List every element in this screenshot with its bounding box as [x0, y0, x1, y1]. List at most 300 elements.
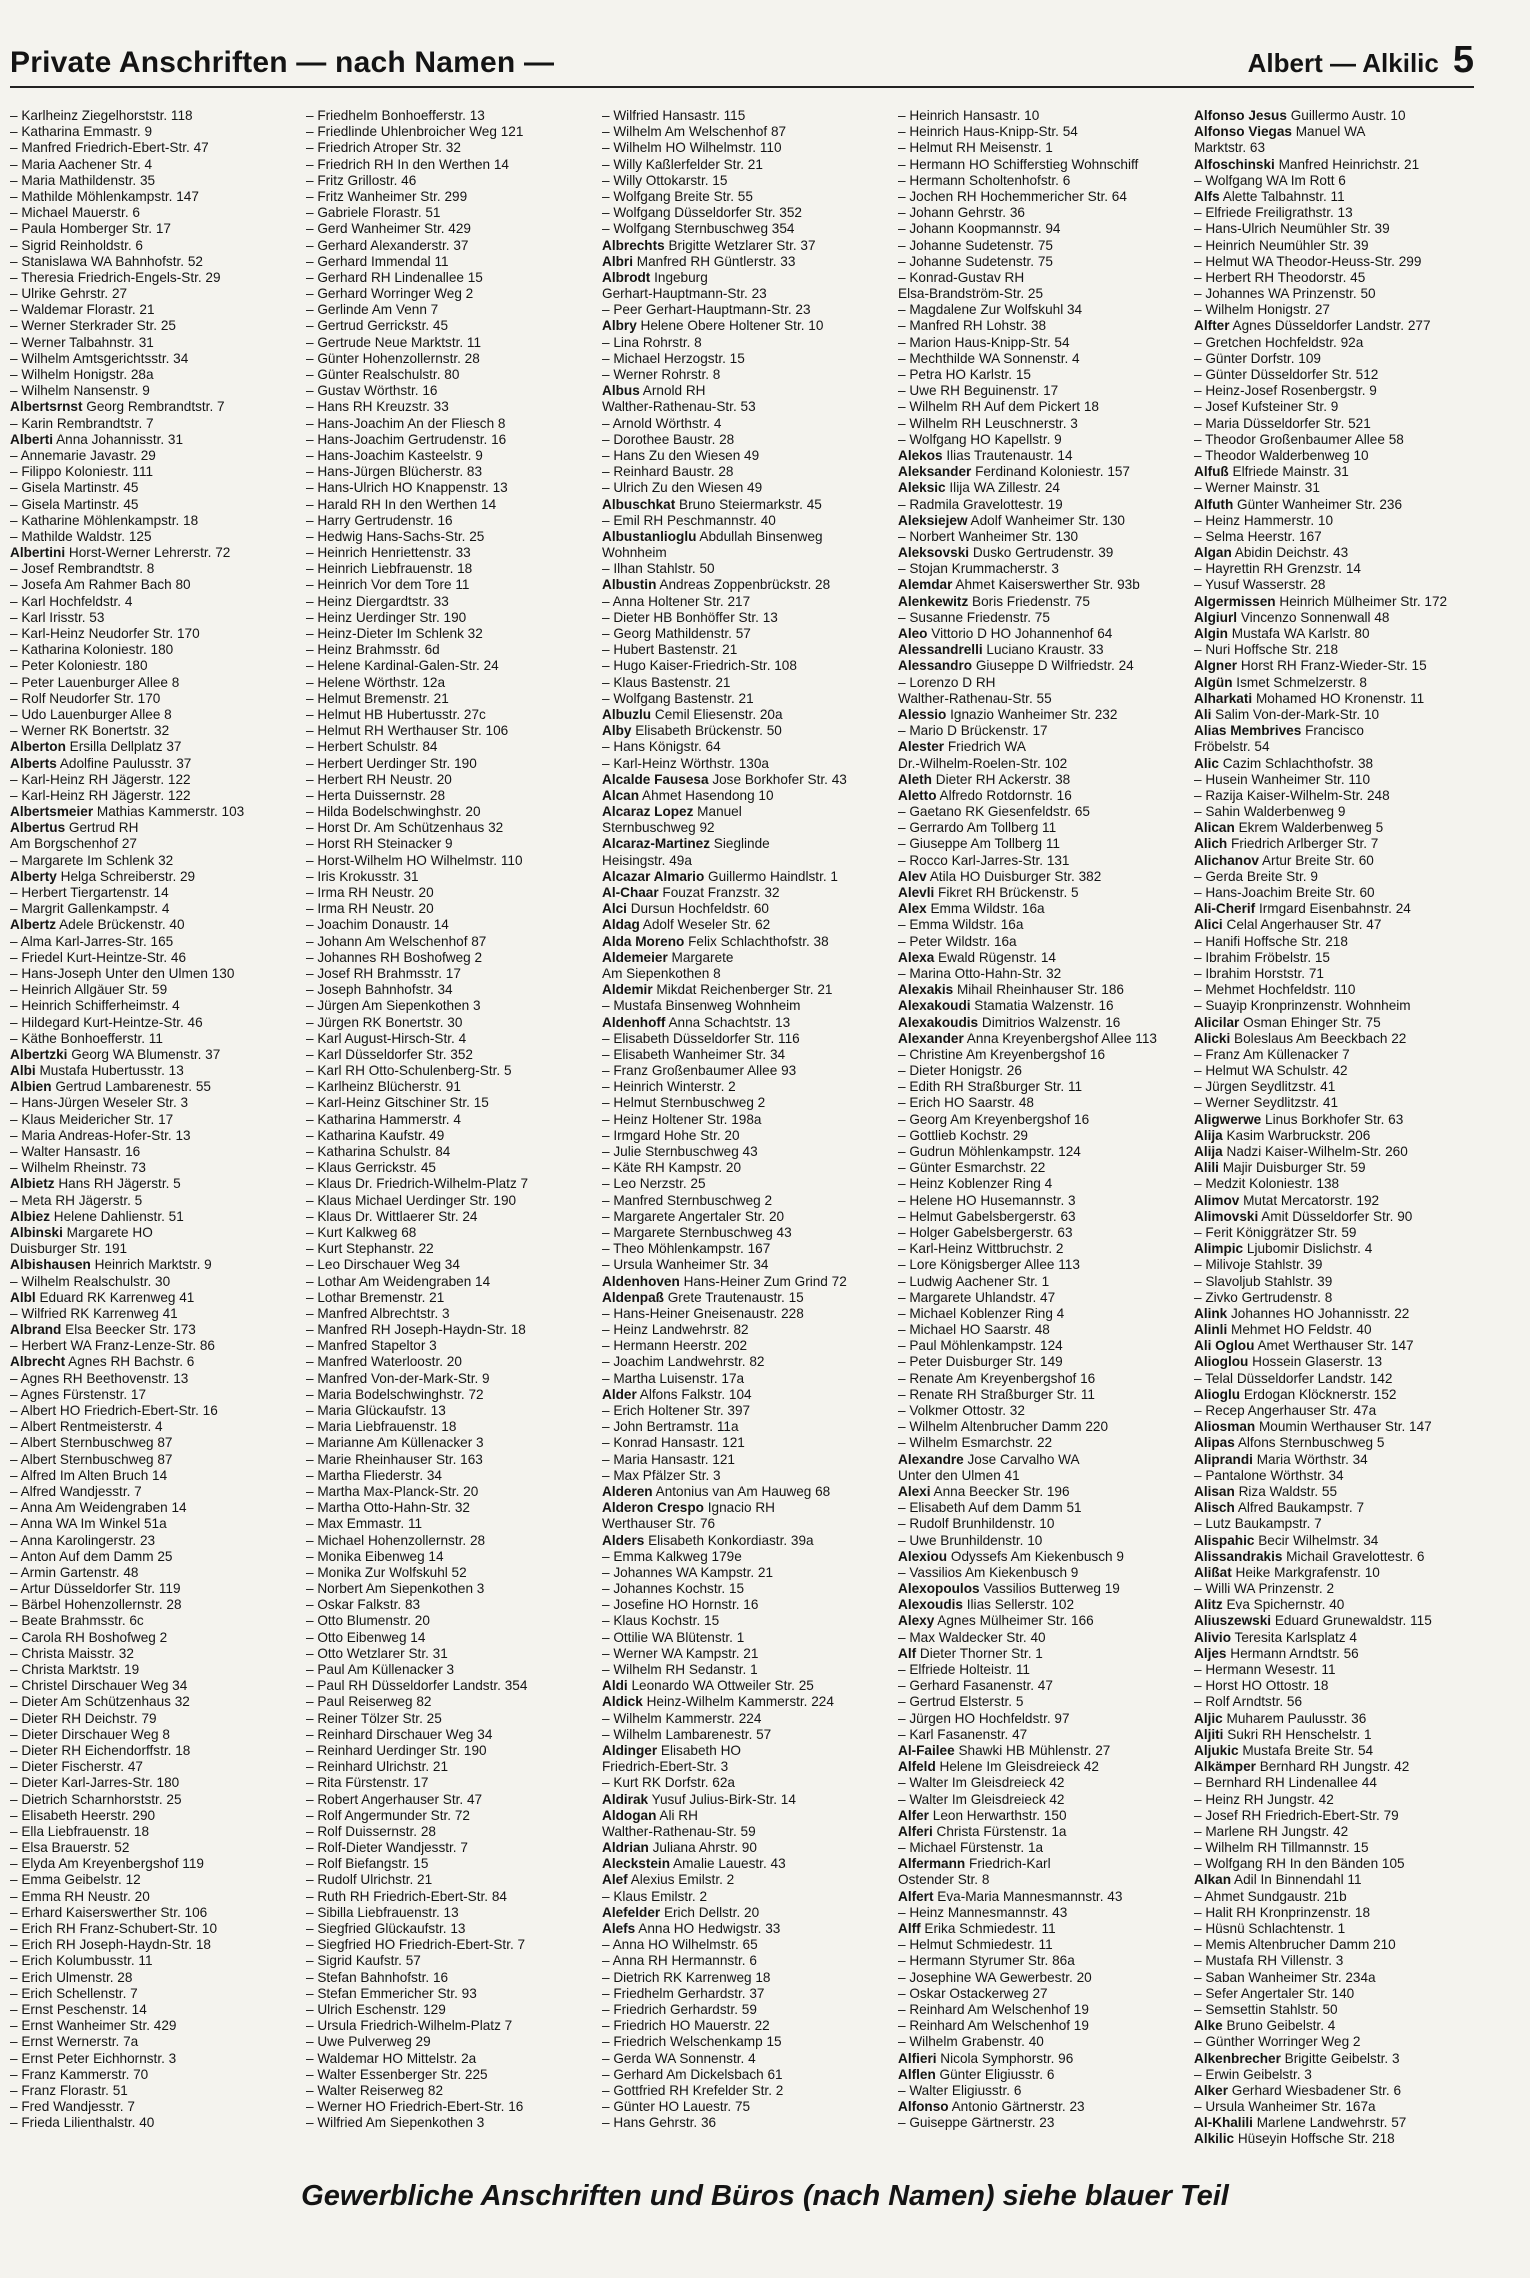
- directory-entry: Alili Majir Duisburger Str. 59: [1194, 1160, 1366, 1176]
- directory-entry: Aldemir Mikdat Reichenberger Str. 21: [602, 982, 833, 998]
- directory-entry: – Peter Koloniestr. 180: [10, 658, 148, 674]
- directory-entry: Albishausen Heinrich Marktstr. 9: [10, 1257, 212, 1273]
- directory-entry: Alfuth Günter Wanheimer Str. 236: [1194, 496, 1403, 512]
- directory-entry: – Franz Großenbaumer Allee 93: [602, 1063, 797, 1079]
- surname: Alkan: [1194, 1872, 1232, 1888]
- directory-entry: Alich Friedrich Arlberger Str. 7: [1194, 836, 1379, 852]
- directory-entry: – Wilhelm Am Welschenhof 87: [602, 124, 787, 140]
- directory-entry: – Iris Krokusstr. 31: [306, 868, 419, 884]
- directory-entry: Alichanov Artur Breite Str. 60: [1194, 852, 1374, 868]
- directory-entry: – John Bertramstr. 11a: [602, 1419, 739, 1435]
- directory-entry: – Lore Königsberger Allee 113: [898, 1257, 1080, 1273]
- surname: Aljic: [1194, 1710, 1223, 1726]
- directory-entry: – Paul Am Küllenacker 3: [306, 1662, 455, 1677]
- directory-entry: – Karin Rembrandtstr. 7: [10, 415, 154, 431]
- directory-entry: Alkan Adil In Binnendahl 11: [1194, 1872, 1362, 1888]
- directory-entry: Alke Bruno Geibelstr. 4: [1194, 2018, 1336, 2034]
- directory-entry: – Otto Blumenstr. 20: [306, 1613, 430, 1629]
- directory-entry: – Irma RH Neustr. 20: [306, 885, 434, 900]
- directory-entry: – Maria Hansastr. 121: [602, 1451, 735, 1467]
- surname: Al-Chaar: [602, 885, 659, 900]
- directory-entry: Alemdar Ahmet Kaiserswerther Str. 93b: [898, 577, 1140, 593]
- footer-note: Gewerbliche Anschriften und Büros (nach Namen) siehe blauer Teil: [301, 2180, 1229, 2212]
- directory-entry: Albien Gertrud Lambarenestr. 55: [10, 1079, 211, 1095]
- directory-entry: Alkenbrecher Brigitte Geibelstr. 3: [1194, 2050, 1400, 2066]
- directory-entry: Alcazar Almario Guillermo Haindlstr. 1: [602, 868, 838, 884]
- surname: Alharkati: [1194, 690, 1253, 706]
- directory-entry: – Karl-Heinz RH Jägerstr. 122: [10, 771, 191, 787]
- directory-entry: – Günter Hohenzollernstr. 28: [306, 350, 480, 366]
- directory-entry: – Peter Wildstr. 16a: [898, 933, 1017, 949]
- directory-entry: – Maria Liebfrauenstr. 18: [306, 1419, 457, 1435]
- directory-entry: Albuschkat Bruno Steiermarkstr. 45: [602, 496, 822, 512]
- directory-entry: Alican Ekrem Walderbenweg 5: [1194, 820, 1384, 836]
- surname: Alfuth: [1194, 496, 1234, 512]
- directory-entry: – Reinhard Am Welschenhof 19: [898, 2001, 1089, 2017]
- directory-entry: Elsa-Brandström-Str. 25: [898, 286, 1044, 302]
- directory-entry: – Helmut Gabelsbergerstr. 63: [898, 1208, 1076, 1224]
- directory-entry: – Udo Lauenburger Allee 8: [10, 706, 172, 722]
- directory-entry: Albertini Horst-Werner Lehrerstr. 72: [10, 545, 231, 561]
- surname: Alili: [1194, 1160, 1219, 1176]
- directory-entry: – Petra HO Karlstr. 15: [898, 367, 1031, 382]
- surname: Alfonso Jesus: [1194, 108, 1287, 123]
- surname: Alcazar Almario: [602, 868, 705, 884]
- directory-entry: – Ulrich Eschenstr. 129: [306, 2001, 446, 2017]
- directory-entry: – Erich Holtener Str. 397: [602, 1403, 751, 1418]
- directory-entry: Alby Elisabeth Brückenstr. 50: [602, 723, 782, 739]
- directory-entry: – Margrit Gallenkampstr. 4: [10, 901, 170, 917]
- directory-entry: – Rudolf Brunhildenstr. 10: [898, 1516, 1055, 1532]
- surname: Al-Khalili: [1194, 2115, 1253, 2131]
- directory-entry: – Lothar Am Weidengraben 14: [306, 1273, 491, 1289]
- directory-entry: – Gerd Wanheimer Str. 429: [306, 221, 471, 237]
- directory-entry: – Maria Andreas-Hofer-Str. 13: [10, 1127, 191, 1143]
- directory-entry: – Ferit Königgrätzer Str. 59: [1194, 1224, 1357, 1240]
- directory-entry: – Reinhard Baustr. 28: [602, 464, 734, 480]
- surname: Alioglou: [1194, 1354, 1249, 1370]
- directory-entry: Aldemeier Margarete: [602, 949, 734, 965]
- directory-entry: – Martha Luisenstr. 17a: [602, 1370, 745, 1386]
- directory-entry: – Josef Kufsteiner Str. 9: [1194, 399, 1339, 415]
- surname: Alefelder: [602, 1904, 661, 1920]
- directory-entry: – Anna RH Hermannstr. 6: [602, 1953, 757, 1969]
- directory-entry: – Marion Haus-Knipp-Str. 54: [898, 334, 1070, 350]
- directory-entry: Ali-Cherif Irmgard Eisenbahnstr. 24: [1194, 901, 1411, 917]
- directory-entry: – Paula Homberger Str. 17: [10, 221, 171, 237]
- directory-entry: – Klaus Gerrickstr. 45: [306, 1160, 436, 1176]
- surname: Alican: [1194, 820, 1235, 836]
- directory-entry: – Wilhelm Grabenstr. 40: [898, 2034, 1044, 2050]
- directory-entry: Algner Horst RH Franz-Wieder-Str. 15: [1194, 658, 1427, 674]
- directory-entry: – Paul Reiserweg 82: [306, 1694, 432, 1710]
- directory-entry: – Karl-Heinz RH Jägerstr. 122: [10, 787, 191, 803]
- directory-entry: – Margarete Angertaler Str. 20: [602, 1208, 785, 1224]
- directory-entry: – Willy Ottokarstr. 15: [602, 172, 728, 188]
- directory-entry: – Wilhelm Nansenstr. 9: [10, 383, 150, 399]
- surname: Aliuszewski: [1194, 1613, 1272, 1629]
- directory-entry: – Franz Kammerstr. 70: [10, 2066, 149, 2082]
- surname: Aldirak: [602, 1791, 649, 1807]
- directory-entry: Alfer Leon Herwarthstr. 150: [898, 1807, 1067, 1823]
- directory-entry: – Magdalene Zur Wolfskuhl 34: [898, 302, 1083, 318]
- surname: Aldrian: [602, 1840, 649, 1856]
- directory-entry: – Zivko Gertrudenstr. 8: [1194, 1289, 1333, 1305]
- directory-entry: Algermissen Heinrich Mülheimer Str. 172: [1194, 593, 1448, 609]
- directory-entry: – Josef RH Brahmsstr. 17: [306, 965, 461, 981]
- directory-entry: – Gerlinde Am Venn 7: [306, 302, 439, 318]
- directory-entry: – Uwe Pulverweg 29: [306, 2034, 431, 2050]
- surname: Alimov: [1194, 1192, 1240, 1208]
- directory-entry: – Leo Nerzstr. 25: [602, 1176, 706, 1192]
- directory-entry: – Carola RH Boshofweg 2: [10, 1629, 168, 1645]
- directory-entry: – Rudolf Ulrichstr. 21: [306, 1872, 433, 1888]
- directory-entry: – Christine Am Kreyenbergshof 16: [898, 1046, 1106, 1062]
- directory-entry: Alders Elisabeth Konkordiastr. 39a: [602, 1532, 814, 1548]
- directory-entry: Alenkewitz Boris Friedenstr. 75: [898, 593, 1090, 609]
- directory-entry: – Anna Holtener Str. 217: [602, 593, 751, 609]
- surname: Alioglu: [1194, 1386, 1241, 1402]
- directory-entry: Alharkati Mohamed HO Kronenstr. 11: [1194, 690, 1425, 706]
- directory-entry: Walther-Rathenau-Str. 59: [602, 1823, 756, 1839]
- directory-entry: – Bernhard RH Lindenallee 44: [1194, 1775, 1377, 1791]
- directory-entry: – Gerda Breite Str. 9: [1194, 868, 1318, 884]
- directory-entry: – Ursula Wanheimer Str. 34: [602, 1257, 769, 1273]
- directory-entry: Alberti Anna Johannisstr. 31: [10, 431, 184, 447]
- directory-entry: – Heinz Koblenzer Ring 4: [898, 1176, 1053, 1192]
- directory-entry: – Gerhard Fasanenstr. 47: [898, 1678, 1053, 1694]
- directory-entry: – Ulrike Gehrstr. 27: [10, 286, 128, 302]
- directory-entry: Alißat Heike Markgrafenstr. 10: [1194, 1564, 1380, 1580]
- directory-entry: – Wilhelm RH Tillmannstr. 15: [1194, 1840, 1369, 1856]
- directory-entry: – Renate RH Straßburger Str. 11: [898, 1386, 1095, 1402]
- directory-entry: – Saban Wanheimer Str. 234a: [1194, 1969, 1376, 1985]
- directory-entry: – Mustafa RH Villenstr. 3: [1194, 1953, 1344, 1969]
- directory-entry: Aldrian Juliana Ahrstr. 90: [602, 1840, 757, 1856]
- surname: Albertzki: [10, 1046, 68, 1062]
- directory-entry: – Elsa Brauerstr. 52: [10, 1840, 130, 1856]
- directory-entry: – Walter Reiserweg 82: [306, 2082, 443, 2098]
- directory-entry: – Werner Mainstr. 31: [1194, 480, 1320, 496]
- surname: Alkämper: [1194, 1759, 1256, 1775]
- surname: Alitz: [1194, 1597, 1223, 1613]
- directory-entry: – Konrad Hansastr. 121: [602, 1435, 745, 1451]
- directory-entry: – Johann Am Welschenhof 87: [306, 933, 487, 949]
- directory-entry: – Klaus Bastenstr. 21: [602, 674, 731, 690]
- directory-entry: – Werner Seydlitzstr. 41: [1194, 1095, 1339, 1111]
- directory-entry: – Hans Zu den Wiesen 49: [602, 447, 760, 463]
- directory-entry: – Johann Koopmannstr. 94: [898, 221, 1061, 237]
- directory-entry: – Klaus Michael Uerdinger Str. 190: [306, 1192, 517, 1208]
- column-4: [898, 108, 1188, 2168]
- directory-entry: – Ludwig Aachener Str. 1: [898, 1273, 1050, 1289]
- directory-entry: Aljukic Mustafa Breite Str. 54: [1194, 1742, 1374, 1758]
- surname: Alexiou: [898, 1548, 948, 1564]
- directory-entry: Alinli Mehmet HO Feldstr. 40: [1194, 1322, 1372, 1338]
- directory-entry: – Wilhelm HO Wilhelmstr. 110: [602, 140, 782, 156]
- directory-entry: – Lothar Bremenstr. 21: [306, 1289, 445, 1305]
- directory-entry: – Herbert Schulstr. 84: [306, 739, 438, 755]
- directory-entry: Alff Erika Schmiedestr. 11: [898, 1921, 1056, 1936]
- directory-entry: – Gottlieb Kochstr. 29: [898, 1127, 1028, 1143]
- directory-entry: – Sigrid Kaufstr. 57: [306, 1953, 421, 1969]
- directory-entry: – Uwe Brunhildenstr. 10: [898, 1532, 1043, 1548]
- surname: Alißat: [1194, 1564, 1232, 1580]
- directory-entry: – Käte RH Kampstr. 20: [602, 1160, 742, 1176]
- directory-entry: – Monika Zur Wolfskuhl 52: [306, 1564, 467, 1580]
- directory-entry: Am Borgschenhof 27: [10, 836, 137, 852]
- directory-entry: – Heinz RH Jungstr. 42: [1194, 1791, 1334, 1807]
- directory-entry: Al-Khalili Marlene Landwehrstr. 57: [1194, 2115, 1407, 2131]
- directory-entry: – Nuri Hoffsche Str. 218: [1194, 642, 1339, 658]
- directory-entry: – Johannes RH Boshofweg 2: [306, 949, 483, 965]
- directory-entry: – Heinrich Neumühler Str. 39: [1194, 237, 1369, 253]
- surname: Alfuß: [1194, 464, 1229, 480]
- directory-entry: – Klaus Meidericher Str. 17: [10, 1111, 174, 1127]
- directory-entry: – Ernst Wernerstr. 7a: [10, 2034, 139, 2050]
- directory-entry: Alferi Christa Fürstenstr. 1a: [898, 1823, 1067, 1839]
- directory-entry: – Erich HO Saarstr. 48: [898, 1095, 1034, 1111]
- directory-entry: – Hermann Styrumer Str. 86a: [898, 1953, 1075, 1969]
- directory-entry: – Günter Düsseldorfer Str. 512: [1194, 367, 1379, 382]
- directory-entry: – Gerhard Worringer Weg 2: [306, 286, 474, 302]
- directory-entry: Alefs Anna HO Hedwigstr. 33: [602, 1921, 781, 1936]
- directory-entry: Friedrich-Ebert-Str. 3: [602, 1759, 729, 1775]
- surname: Alija: [1194, 1127, 1223, 1143]
- directory-entry: – Maria Glückaufstr. 13: [306, 1403, 446, 1418]
- surname: Albiez: [10, 1208, 51, 1224]
- directory-entry: – Reinhard Dirschauer Weg 34: [306, 1726, 493, 1742]
- surname: Albrechts: [602, 237, 665, 253]
- surname: Alessandrelli: [898, 642, 983, 658]
- surname: Aldag: [602, 917, 640, 933]
- surname: Albi: [10, 1063, 36, 1079]
- directory-entry: – Horst HO Ottostr. 18: [1194, 1678, 1329, 1694]
- directory-entry: – Maria Mathildenstr. 35: [10, 172, 156, 188]
- directory-entry: – Gerhard RH Lindenallee 15: [306, 269, 483, 285]
- surname: Alexakoudi: [898, 998, 971, 1014]
- directory-entry: – Josefine HO Hornstr. 16: [602, 1597, 759, 1613]
- surname: Alenkewitz: [898, 593, 969, 609]
- surname: Ali-Cherif: [1194, 901, 1256, 917]
- directory-entry: – Razija Kaiser-Wilhelm-Str. 248: [1194, 787, 1390, 803]
- directory-entry: – Gerda WA Sonnenstr. 4: [602, 2050, 756, 2066]
- surname: Aleckstein: [602, 1856, 671, 1872]
- surname: Albus: [602, 383, 640, 399]
- surname: Aldemeier: [602, 949, 668, 965]
- directory-entry: – Filippo Koloniestr. 111: [10, 464, 154, 480]
- directory-entry: – Martha Fliederstr. 34: [306, 1467, 442, 1483]
- directory-entry: Alci Dursun Hochfeldstr. 60: [602, 901, 769, 917]
- directory-entry: – Peter Duisburger Str. 149: [898, 1354, 1063, 1370]
- directory-entry: – Wilfried Hansastr. 115: [602, 108, 746, 123]
- surname: Alderon Crespo: [602, 1500, 704, 1516]
- directory-entry: – Anna Karolingerstr. 23: [10, 1532, 156, 1548]
- directory-entry: – Max Pfälzer Str. 3: [602, 1467, 721, 1483]
- directory-entry: – Hilda Bodelschwinghstr. 20: [306, 804, 481, 820]
- directory-entry: Alink Johannes HO Johannisstr. 22: [1194, 1305, 1410, 1321]
- directory-entry: Alic Cazim Schlachthofstr. 38: [1194, 755, 1374, 771]
- directory-entry: – Emma Wildstr. 16a: [898, 917, 1024, 933]
- directory-entry: Alfert Eva-Maria Mannesmannstr. 43: [898, 1888, 1123, 1904]
- directory-entry: Alimov Mutat Mercatorstr. 192: [1194, 1192, 1380, 1208]
- directory-entry: Alispahic Becir Wilhelmstr. 34: [1194, 1532, 1379, 1548]
- directory-entry: – Heinz-Dieter Im Schlenk 32: [306, 626, 483, 641]
- directory-entry: – Friedrich Welschenkamp 15: [602, 2034, 782, 2050]
- directory-entry: Alexandre Jose Carvalho WA: [898, 1451, 1080, 1467]
- directory-entry: – Anna WA Im Winkel 51a: [10, 1516, 167, 1532]
- directory-entry: – Vassilios Am Kiekenbusch 9: [898, 1564, 1079, 1580]
- directory-entry: Aleksiejew Adolf Wanheimer Str. 130: [898, 512, 1125, 528]
- directory-entry: Alev Atila HO Duisburger Str. 382: [898, 868, 1102, 884]
- directory-entry: – Manfred Sternbuschweg 2: [602, 1192, 773, 1208]
- directory-entry: – Klaus Dr. Wittlaerer Str. 24: [306, 1208, 478, 1224]
- surname: Albertsrnst: [10, 399, 83, 415]
- directory-entry: – Gabriele Florastr. 51: [306, 205, 441, 221]
- directory-entry: Albrecht Agnes RH Bachstr. 6: [10, 1354, 195, 1370]
- surname: Alissandrakis: [1194, 1548, 1283, 1564]
- directory-entry: – Marlene RH Jungstr. 42: [1194, 1823, 1349, 1839]
- directory-entry: – Milivoje Stahlstr. 39: [1194, 1257, 1323, 1273]
- directory-entry: – Peter Lauenburger Allee 8: [10, 674, 180, 690]
- directory-entry: Alitz Eva Spichernstr. 40: [1194, 1597, 1345, 1613]
- directory-entry: Aldogan Ali RH: [602, 1807, 698, 1823]
- directory-entry: – Walter Eligiusstr. 6: [898, 2082, 1022, 2098]
- directory-entry: Aliosman Moumin Werthauser Str. 147: [1194, 1419, 1432, 1435]
- directory-entry: – Erhard Kaiserswerther Str. 106: [10, 1904, 208, 1920]
- directory-entry: Alfonso Antonio Gärtnerstr. 23: [898, 2099, 1085, 2115]
- directory-entry: – Stefan Bahnhofstr. 16: [306, 1969, 449, 1985]
- directory-entry: – Hans RH Kreuzstr. 33: [306, 399, 449, 415]
- directory-entry: – Reinhard Uerdinger Str. 190: [306, 1742, 487, 1758]
- directory-entry: – Friedhelm Bonhoefferstr. 13: [306, 108, 485, 123]
- directory-entry: – Stefan Emmericher Str. 93: [306, 1985, 477, 2001]
- directory-entry: – Herbert RH Neustr. 20: [306, 771, 452, 787]
- surname: Alfonso Viegas: [1194, 124, 1292, 140]
- directory-entry: – Manfred Waterloostr. 20: [306, 1354, 462, 1370]
- directory-entry: – Heinz Brahmsstr. 6d: [306, 642, 440, 658]
- directory-entry: Alfonso Viegas Manuel WA: [1194, 124, 1366, 140]
- directory-entry: Albertsrnst Georg Rembrandtstr. 7: [10, 399, 225, 415]
- surname: Alexander: [898, 1030, 964, 1046]
- directory-entry: Aleksic Ilija WA Zillestr. 24: [898, 480, 1060, 496]
- directory-entry: – Ibrahim Fröbelstr. 15: [1194, 949, 1330, 965]
- directory-entry: Aldi Leonardo WA Ottweiler Str. 25: [602, 1678, 814, 1694]
- directory-entry: – Peer Gerhart-Hauptmann-Str. 23: [602, 302, 811, 318]
- directory-entry: – Stanislawa WA Bahnhofstr. 52: [10, 253, 203, 269]
- directory-entry: – Heinrich Henriettenstr. 33: [306, 545, 471, 561]
- directory-entry: – Dieter HB Bonhöffer Str. 13: [602, 609, 778, 625]
- directory-entry: – Gudrun Möhlenkampstr. 124: [898, 1144, 1081, 1159]
- directory-entry: – Max Waldecker Str. 40: [898, 1629, 1046, 1645]
- directory-entry: Alija Kasim Warbruckstr. 206: [1194, 1127, 1371, 1143]
- directory-entry: – Albert Sternbuschweg 87: [10, 1435, 173, 1451]
- directory-entry: – Rolf Neudorfer Str. 170: [10, 690, 161, 706]
- surname: Albrand: [10, 1322, 62, 1338]
- directory-entry: – Katharina Hammerstr. 4: [306, 1111, 461, 1127]
- directory-entry: – Oskar Falkstr. 83: [306, 1597, 421, 1613]
- directory-entry: – Gerhard Am Dickelsbach 61: [602, 2066, 783, 2082]
- directory-entry: – Helene HO Husemannstr. 3: [898, 1192, 1076, 1208]
- directory-entry: – Walter Hansastr. 16: [10, 1144, 141, 1159]
- directory-entry: – Waldemar HO Mittelstr. 2a: [306, 2050, 477, 2066]
- directory-entry: – Karl RH Otto-Schulenberg-Str. 5: [306, 1063, 512, 1079]
- name-range: [1248, 39, 1474, 82]
- directory-entry: Alexakoudis Dimitrios Walzenstr. 16: [898, 1014, 1121, 1030]
- directory-entry: Alder Alfons Falkstr. 104: [602, 1386, 752, 1402]
- directory-entry: – Harry Gertrudenstr. 16: [306, 512, 453, 528]
- directory-entry: Aljiti Sukri RH Henschelstr. 1: [1194, 1726, 1372, 1742]
- directory-entry: Gerhart-Hauptmann-Str. 23: [602, 286, 767, 302]
- directory-entry: – Meta RH Jägerstr. 5: [10, 1192, 143, 1208]
- directory-entry: – Gaetano RK Giesenfeldstr. 65: [898, 804, 1090, 820]
- directory-entry: Albrodt Ingeburg: [602, 269, 708, 285]
- directory-entry: – Heinz Landwehrstr. 82: [602, 1322, 749, 1338]
- directory-entry: – Telal Düsseldorfer Landstr. 142: [1194, 1370, 1393, 1386]
- surname: Alexi: [898, 1483, 931, 1499]
- directory-entry: – Josephine WA Gewerbestr. 20: [898, 1969, 1092, 1985]
- surname: Alfieri: [898, 2050, 937, 2066]
- directory-entry: – Wilhelm Rheinstr. 73: [10, 1160, 146, 1176]
- directory-entry: Alija Nadzi Kaiser-Wilhelm-Str. 260: [1194, 1144, 1408, 1159]
- directory-entry: – Helmut Sternbuschweg 2: [602, 1095, 766, 1111]
- directory-entry: – Otto Wetzlarer Str. 31: [306, 1645, 448, 1661]
- surname: Alferi: [898, 1823, 933, 1839]
- directory-entry: Alioglu Erdogan Klöcknerstr. 152: [1194, 1386, 1397, 1402]
- directory-entry: – Kurt RK Dorfstr. 62a: [602, 1775, 735, 1791]
- surname: Aldogan: [602, 1807, 657, 1823]
- surname: Alfert: [898, 1888, 934, 1904]
- directory-entry: Aldinger Elisabeth HO: [602, 1742, 742, 1758]
- directory-entry: – Dieter RH Deichstr. 79: [10, 1710, 157, 1726]
- directory-entry: Albietz Hans RH Jägerstr. 5: [10, 1176, 181, 1192]
- directory-entry: Algün Ismet Schmelzerstr. 8: [1194, 674, 1367, 690]
- surname: Alexy: [898, 1613, 935, 1629]
- directory-entry: – Erwin Geibelstr. 3: [1194, 2066, 1312, 2082]
- surname: Alke: [1194, 2018, 1223, 2034]
- directory-entry: – Erich Kolumbusstr. 11: [10, 1953, 153, 1969]
- directory-entry: – Franz Florastr. 51: [10, 2082, 128, 2098]
- surname: Alfonso: [898, 2099, 949, 2115]
- directory-entry: – Wilhelm Realschulstr. 30: [10, 1273, 171, 1289]
- surname: Alexoudis: [898, 1597, 963, 1613]
- directory-entry: Albry Helene Obere Holtener Str. 10: [602, 318, 824, 334]
- directory-entry: – Beate Brahmsstr. 6c: [10, 1613, 144, 1629]
- directory-entry: Aliuszewski Eduard Grunewaldstr. 115: [1194, 1613, 1432, 1629]
- surname: Alkilic: [1194, 2131, 1235, 2147]
- surname: Algan: [1194, 545, 1232, 561]
- directory-entry: – Emil RH Peschmannstr. 40: [602, 512, 776, 528]
- surname: Aletto: [898, 787, 937, 803]
- directory-entry: – Irma RH Neustr. 20: [306, 901, 434, 917]
- directory-entry: – Dietrich Scharnhorststr. 25: [10, 1791, 182, 1807]
- directory-entry: – Manfred Friedrich-Ebert-Str. 47: [10, 140, 209, 156]
- directory-entry: – Hermann Scholtenhofstr. 6: [898, 172, 1071, 188]
- directory-entry: – Günter Esmarchstr. 22: [898, 1160, 1046, 1176]
- surname: Alinli: [1194, 1322, 1228, 1338]
- surname: Algün: [1194, 674, 1233, 690]
- directory-entry: Alester Friedrich WA: [898, 739, 1026, 755]
- directory-entry: – Karl Düsseldorfer Str. 352: [306, 1046, 473, 1062]
- directory-entry: Am Siepenkothen 8: [602, 965, 721, 981]
- directory-entry: – Horst Dr. Am Schützenhaus 32: [306, 820, 504, 836]
- directory-entry: – Hans Gehrstr. 36: [602, 2115, 717, 2131]
- surname: Albry: [602, 318, 637, 334]
- directory-entry: Aliprandi Maria Wörthstr. 34: [1194, 1451, 1368, 1467]
- directory-entry: – Suayip Kronprinzenstr. Wohnheim: [1194, 998, 1411, 1014]
- directory-entry: – Anna Am Weidengraben 14: [10, 1500, 187, 1516]
- directory-entry: – Marie Rheinhauser Str. 163: [306, 1451, 483, 1467]
